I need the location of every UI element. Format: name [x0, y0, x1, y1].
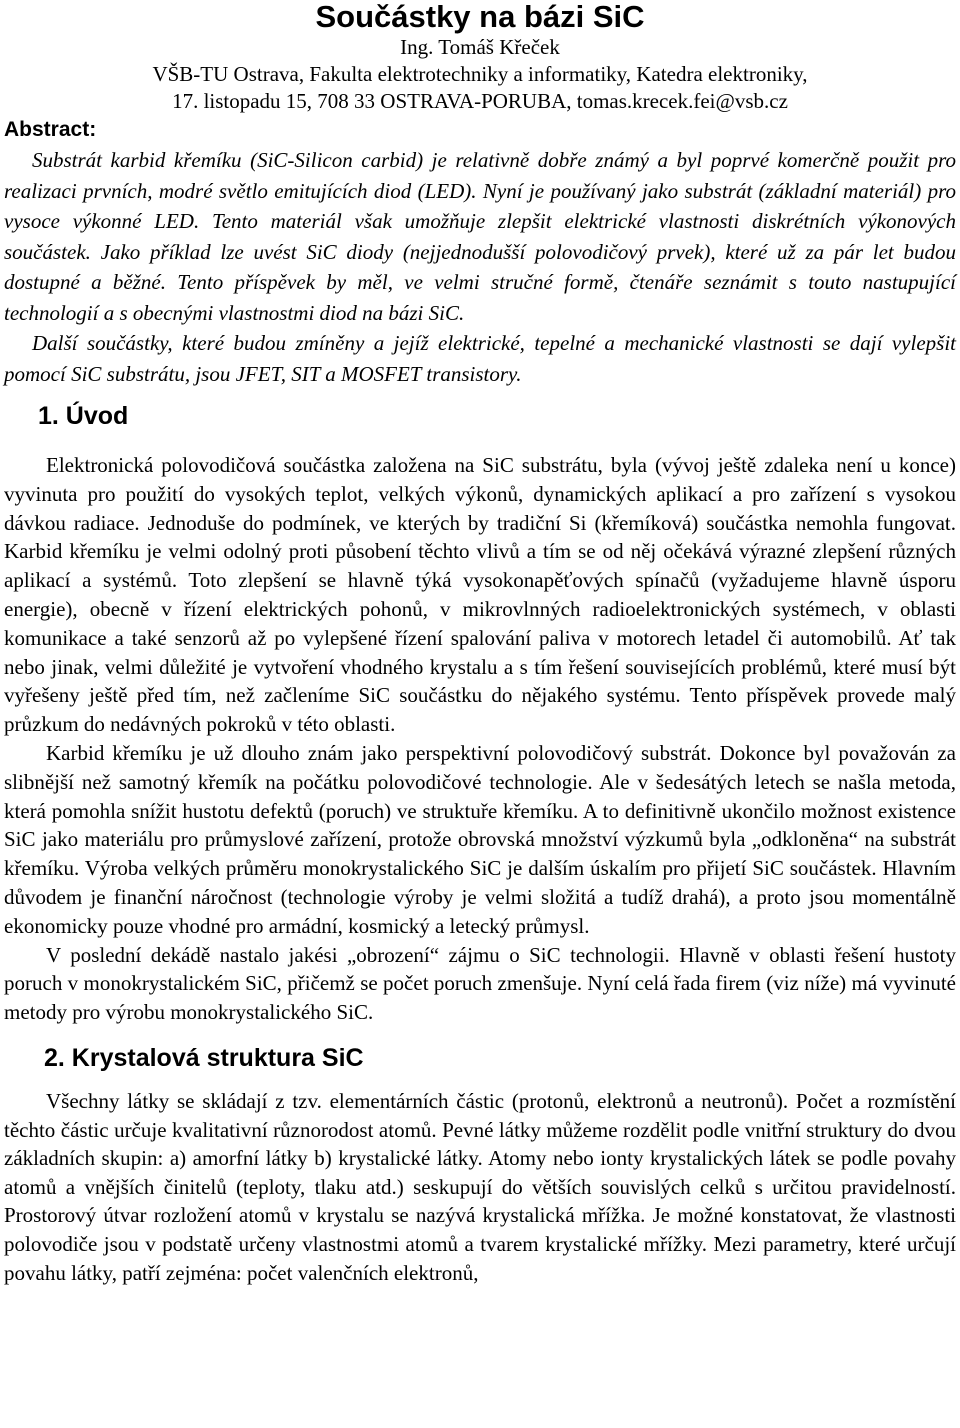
section-body-uvod [4, 451, 956, 1027]
author-name: Ing. Tomáš Křeček [400, 35, 560, 59]
author-affiliation: VŠB-TU Ostrava, Fakulta elektrotechniky a informatiky, Katedra elektroniky, [152, 62, 808, 86]
body-paragraph: Všechny látky se skládají z tzv. elementárních částic (protonů, elektronů a neutronů). Počet a rozmístění těchto částic určuje kvalitativní různorodost atomů. Pevné látky můžeme rozdělit podle vnitřní struktury do dvou základních skupin: a) amorfní látky b) krystalické látky. Atomy nebo ionty krystalických látek se podle povahy atomů a vnějších činitelů (teploty, tlaku atd.) seskupují do větších souvislých celků s určitou pravidelností. Prostorový útvar rozložení atomů v krystalu se nazývá krystalická mřížka. Je možné konstatovat, že vlastnosti polovodiče jsou v podstatě určeny vlastnostmi atomů a tvarem krystalické mřížky. Mezi parametry, které určují povahu látky, patří zejména: počet valenčních elektronů, [4, 1088, 956, 1285]
section-heading-krystalova-struktura: 2. Krystalová struktura SiC [44, 1043, 364, 1072]
abstract-paragraph: Další součástky, které budou zmíněny a jejíž elektrické, tepelné a mechanické vlastnosti se dají vylepšit pomocí SiC substrátu, jsou JFET, SIT a MOSFET transistory. [4, 331, 956, 386]
abstract-paragraph: Substrát karbid křemíku (SiC-Silicon carbid) je relativně dobře známý a byl poprvé komerčně použit pro realizaci prvních, modré světlo emitujících diod (LED). Nyní je používaný jako substrát (základní materiál) pro vysoce výkonné LED. Tento materiál však umožňuje zlepšit elektrické vlastnosti diskrétních výkonových součástek. Jako příklad lze uvést SiC diody (nejjednodušší polovodičový prvek), které už za pár let budou dostupné a běžné. Tento příspěvek by měl, ve velmi stručné formě, čtenáře seznámit s touto nastupující technologií a s obecnými vlastnostmi diod na bázi SiC. [4, 148, 956, 325]
body-paragraph: Karbid křemíku je už dlouho znám jako perspektivní polovodičový substrát. Dokonce byl považován za slibnější než samotný křemík na počátku polovodičové technologie. Ale v šedesátých letech se našla metoda, která pomohla snížit hustotu defektů (poruch) ve struktuře křemíku. A to definitivně ukončilo možnost existence SiC jako materiálu pro průmyslové zařízení, protože obrovská množství výzkumů byla „odkloněna“ na substrát křemíku. Výroba velkých průměru monokrystalického SiC je dalším úskalím pro přijetí SiC součástek. Hlavním důvodem je finanční náročnost (technologie výroby je velmi složitá a tudíž drahá), a proto jsou momentálně ekonomicky pouze vhodné pro armádní, kosmický a letecký průmysl. [4, 740, 956, 938]
author-address: 17. listopadu 15, 708 33 OSTRAVA-PORUBA, tomas.krecek.fei@vsb.cz [172, 89, 788, 113]
section-heading-uvod: 1. Úvod [38, 402, 129, 430]
abstract-body [4, 145, 956, 389]
body-paragraph: V poslední dekádě nastalo jakési „obrození“ zájmu o SiC technologii. Hlavně v oblasti řešení hustoty poruch v monokrystalickém SiC, přičemž se počet poruch zmenšuje. Nyní celá řada firem (viz níže) má vyvinuté metody pro výrobu monokrystalického SiC. [4, 942, 956, 1025]
abstract-heading: Abstract: [4, 118, 97, 141]
body-paragraph: Elektronická polovodičová součástka založena na SiC substrátu, byla (vývoj ještě zdaleka není u konce) vyvinuta pro použití do vysokých teplot, velkých výkonů, dynamických aplikací a pro zařízení s vysokou dávkou radiace. Jednoduše do podmínek, ve kterých by tradiční Si (křemíková) součástka nemohla fungovat. Karbid křemíku je velmi odolný proti působení těchto vlivů a tím se od něj očekává výrazné zlepšení různých aplikací a systémů. Toto zlepšení se hlavně týká vysokonapěťových spínačů (vyžadujeme hlavně úsporu energie), obecně v řízení elektrických pohonů, v mikrovlnných radioelektronických systémech, v oblasti komunikace a také senzorů až po vylepšené řízení spalování paliva v motorech letadel či automobilů. Ať tak nebo jinak, velmi důležité je vytvoření vhodného krystalu a s tím řešení souvisejících problémů, které musí být vyřešeny ještě před tím, než začleníme SiC součástku do nějakého systému. Tento příspěvek provede malý průzkum do nedávných pokroků v této oblasti. [4, 453, 956, 737]
section-body-krystalova-struktura [4, 1087, 956, 1287]
paper-title: Součástky na bázi SiC [315, 0, 645, 34]
